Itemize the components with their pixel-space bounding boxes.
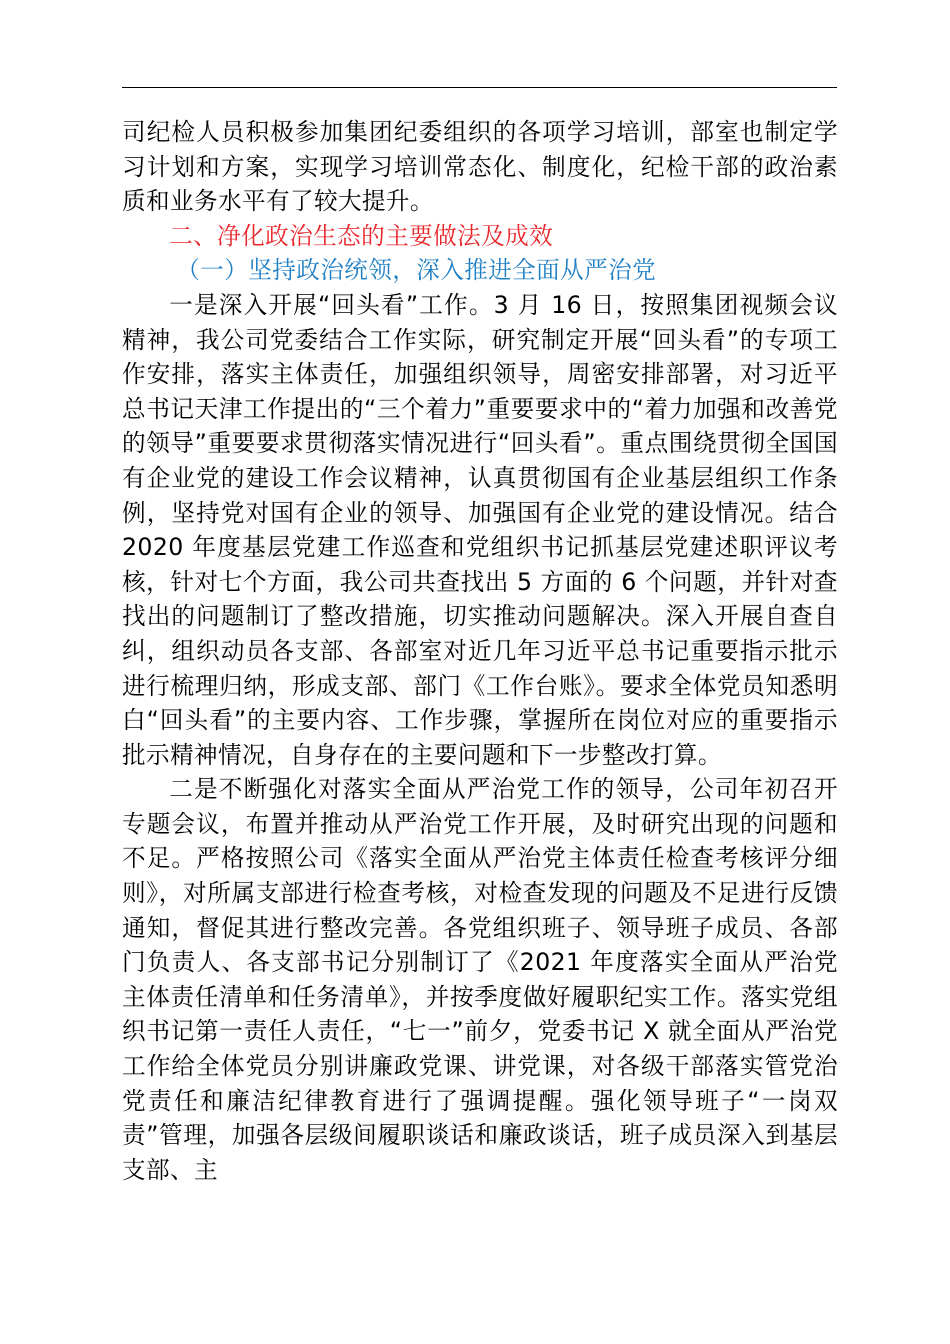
- paragraph-continued: 司纪检人员积极参加集团纪委组织的各项学习培训，部室也制定学习计划和方案，实现学习培训常态化、制度化，纪检干部的政治素质和业务水平有了较大提升。: [122, 118, 838, 216]
- header-rule: [122, 87, 837, 88]
- subsection-heading: （一）坚持政治统领，深入推进全面从严治党: [176, 256, 657, 285]
- paragraph-review-work: 一是深入开展“回头看”工作。3 月 16 日，按照集团视频会议精神，我公司党委结合工作实际，研究制定开展“回头看”的专项工作安排，落实主体责任，加强组织领导，周密安排部署，对习近平总书记天津工作提出的“三个着力”重要要求中的“着力加强和改善党的领导”重要要求贯彻落实情况进行“回头看”。重点围绕贯彻全国国有企业党的建设工作会议精神，认真贯彻国有企业基层组织工作条例，坚持党对国有企业的领导、加强国有企业党的建设情况。结合 2020 年度基层党建工作巡查和党组织书记抓基层党建述职评议考核，针对七个方面，我公司共查找出 5 方面的 6 个问题，并针对查找出的问题制订了整改措施，切实推动问题解决。深入开展自查自纠，组织动员各支部、各部室对近几年习近平总书记重要指示批示进行梳理归纳，形成支部、部门《工作台账》。要求全体党员知悉明白“回头看”的主要内容、工作步骤，掌握所在岗位对应的重要指示批示精神情况，自身存在的主要问题和下一步整改打算。: [122, 290, 838, 769]
- paragraph-leadership: 二是不断强化对落实全面从严治党工作的领导，公司年初召开专题会议，布置并推动从严治党工作开展，及时研究出现的问题和不足。严格按照公司《落实全面从严治党主体责任检查考核评分细则》，对所属支部进行检查考核，对检查发现的问题及不足进行反馈通知，督促其进行整改完善。各党组织班子、领导班子成员、各部门负责人、各支部书记分别制订了《2021 年度落实全面从严治党主体责任清单和任务清单》，并按季度做好履职纪实工作。落实党组织书记第一责任人责任，“七一”前夕，党委书记 X 就全面从严治党工作给全体党员分别讲廉政党课、讲党课，对各级干部落实管党治党责任和廉洁纪律教育进行了强调提醒。强化领导班子“一岗双责”管理，加强各层级间履职谈话和廉政谈话，班子成员深入到基层支部、主: [122, 775, 838, 1184]
- document-body: [122, 115, 838, 1187]
- section-heading: 二、净化政治生态的主要做法及成效: [169, 221, 554, 250]
